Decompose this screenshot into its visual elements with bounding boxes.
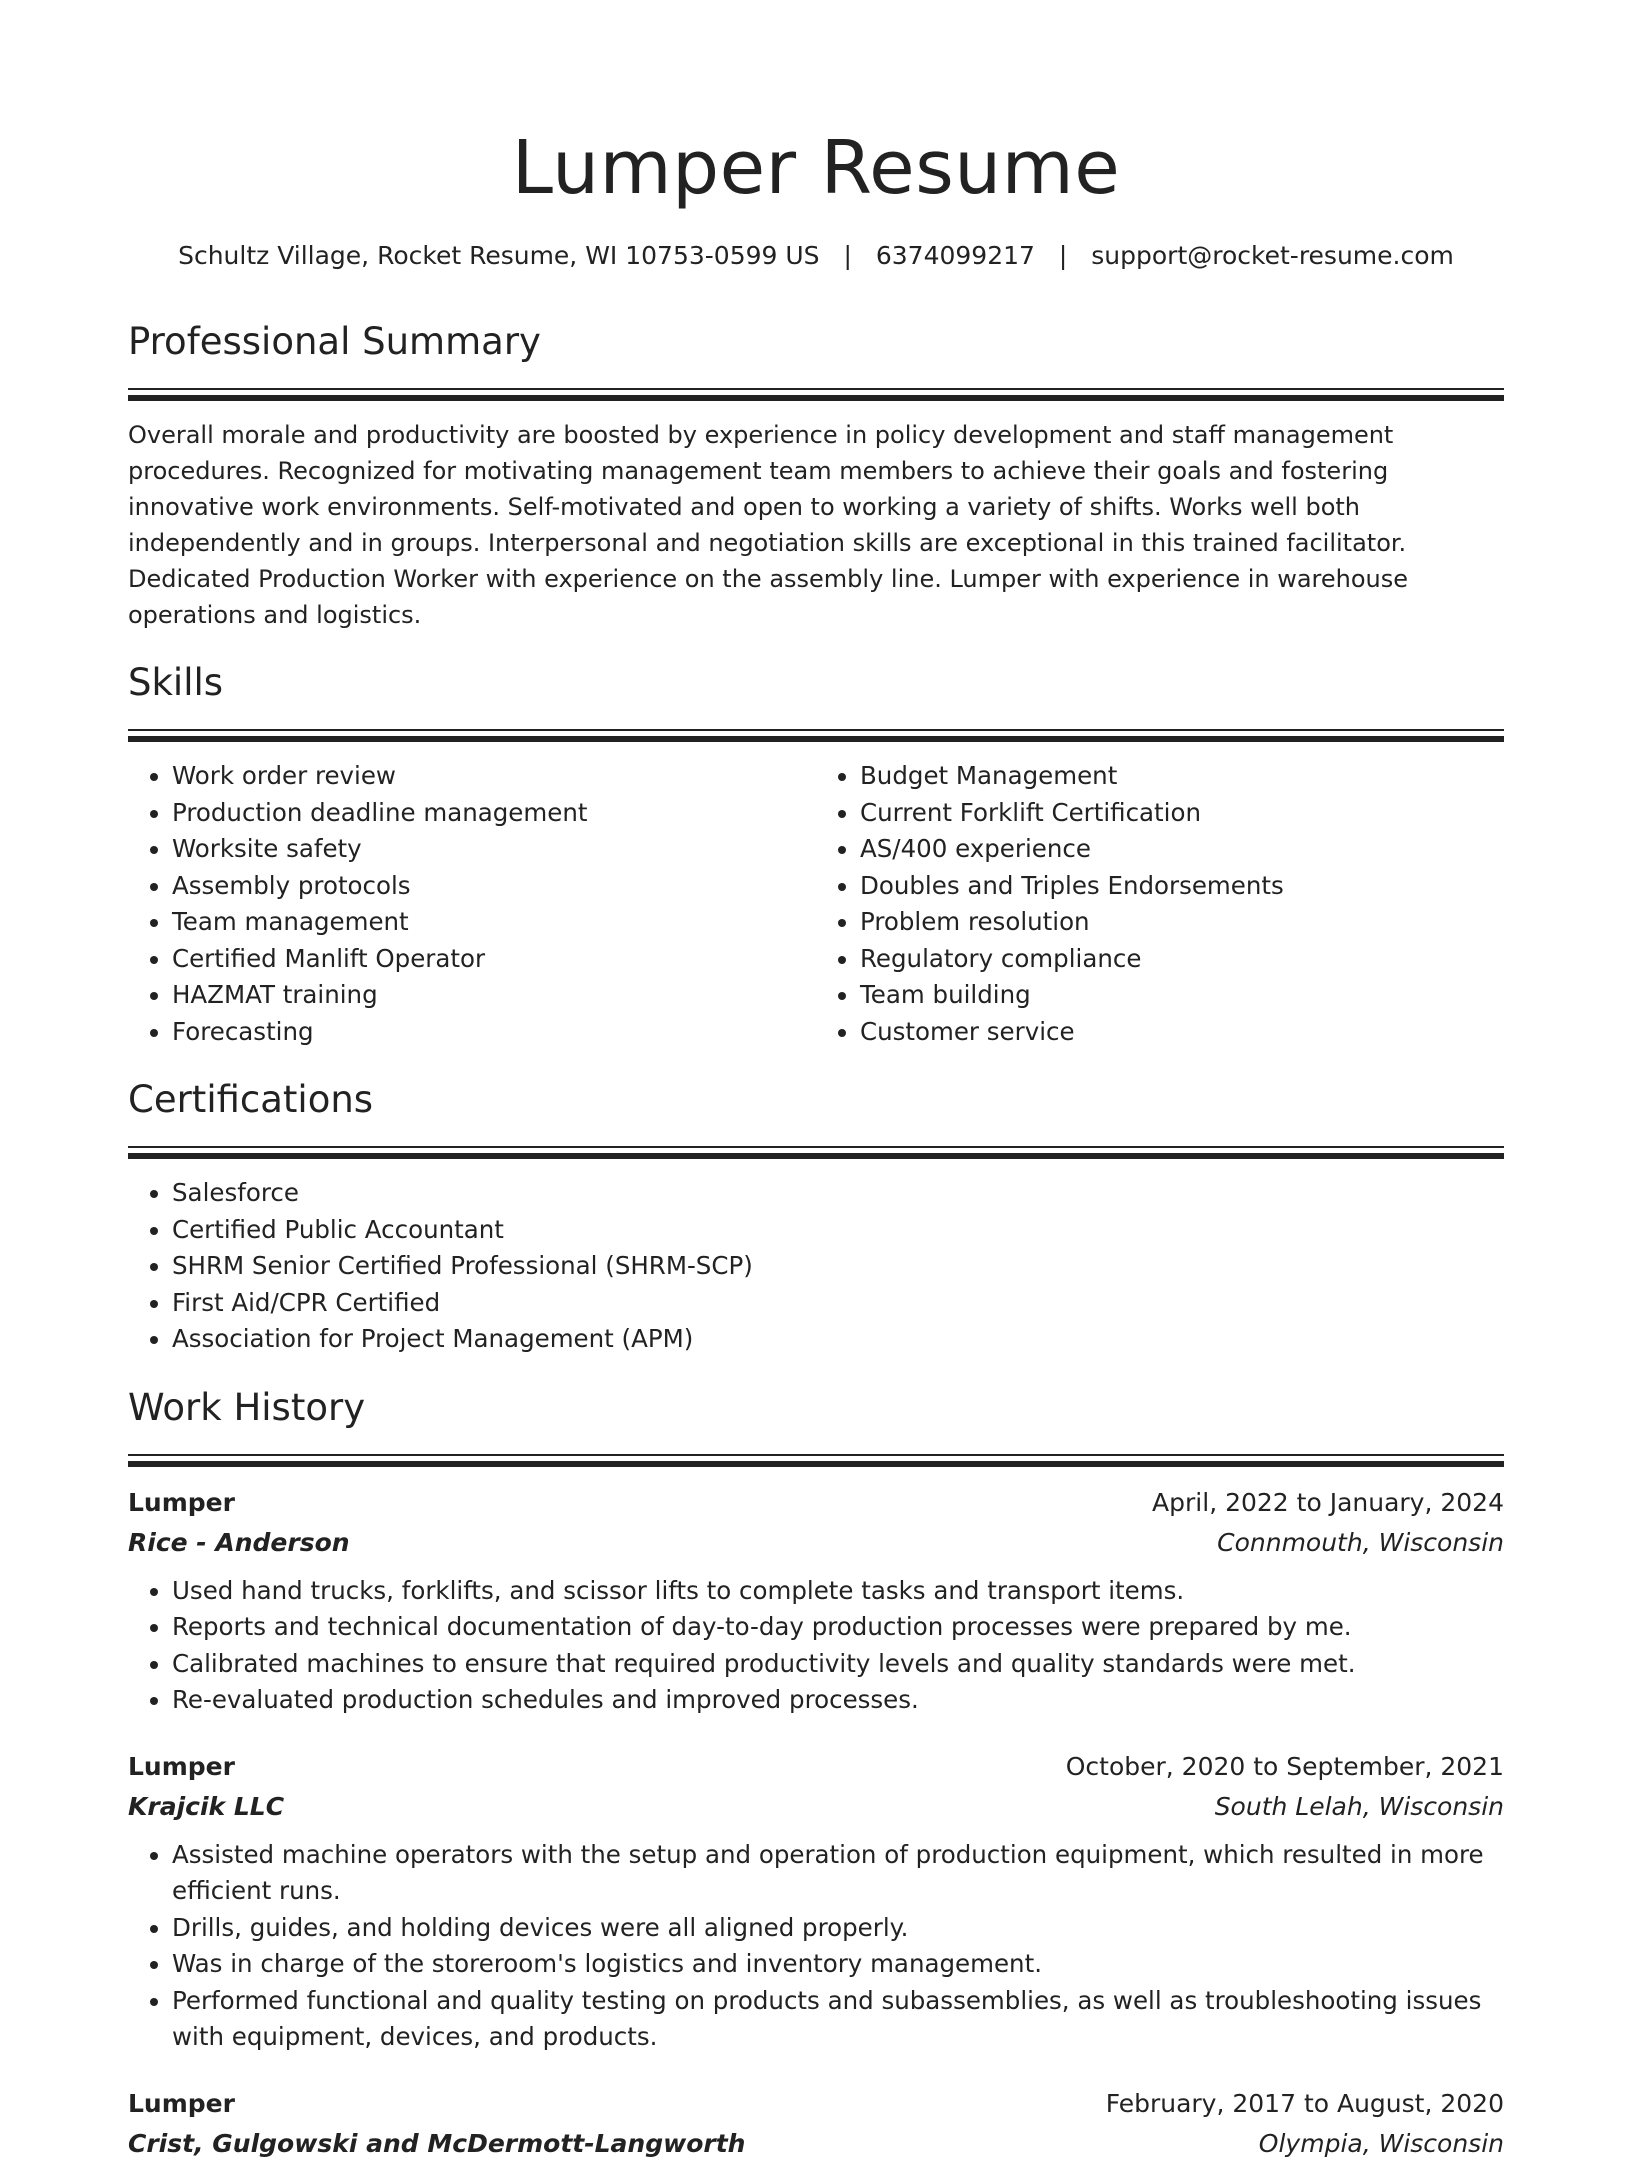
section-title-summary: Professional Summary (128, 320, 541, 363)
job-company-row (128, 1523, 1504, 1563)
job-bullet: • Calibrated machines to ensure that required productivity levels and quality standards were met. (172, 1646, 1504, 1683)
section-divider (128, 1454, 1504, 1467)
job-entry (128, 2084, 1504, 2164)
section-divider (128, 729, 1504, 742)
job-company-row (128, 1787, 1504, 1827)
section-title-work-history: Work History (128, 1385, 366, 1429)
certification-item: • First Aid/CPR Certified (172, 1285, 1504, 1322)
job-bullet: • Used hand trucks, forklifts, and scissor lifts to complete tasks and transport items. (172, 1573, 1504, 1610)
section-divider (128, 388, 1504, 401)
contact-line (128, 236, 1504, 276)
skill-item: • Team building (860, 977, 1504, 1014)
certification-item: • Certified Public Accountant (172, 1212, 1504, 1249)
skill-item: • Assembly protocols (172, 868, 816, 905)
certifications-list (128, 1175, 1504, 1358)
skill-item: • Work order review (172, 758, 816, 795)
contact-phone: 6374099217 (875, 241, 1035, 270)
contact-address: Schultz Village, Rocket Resume, WI 10753-0599 US (178, 241, 820, 270)
job-company: Rice - Anderson (128, 1527, 350, 1557)
contact-separator: | (1058, 241, 1068, 270)
job-header-row (128, 1483, 1504, 1523)
job-bullet: • Re-evaluated production schedules and improved processes. (172, 1682, 1504, 1719)
summary-section (128, 316, 1504, 633)
section-title-certifications: Certifications (128, 1078, 374, 1121)
skill-item: • Regulatory compliance (860, 941, 1504, 978)
certification-item: • Salesforce (172, 1175, 1504, 1212)
job-bullet: • Assisted machine operators with the setup and operation of production equipment, which resulted in more efficient runs. (172, 1837, 1504, 1910)
job-company: Krajcik LLC (128, 1791, 285, 1821)
skill-item: • Forecasting (172, 1014, 816, 1051)
skill-item: • Production deadline management (172, 795, 816, 832)
work-history-section (128, 1382, 1504, 2164)
job-location: Connmouth, Wisconsin (1217, 1527, 1504, 1557)
job-location: Olympia, Wisconsin (1258, 2128, 1504, 2158)
skills-list-left (128, 758, 816, 1050)
skill-item: • Budget Management (860, 758, 1504, 795)
job-header-row (128, 2084, 1504, 2124)
job-bullet: • Was in charge of the storeroom's logistics and inventory management. (172, 1946, 1504, 1983)
job-title: Lumper (128, 1751, 235, 1781)
skill-item: • Problem resolution (860, 904, 1504, 941)
job-title: Lumper (128, 2088, 235, 2118)
job-entry (128, 1747, 1504, 2056)
skill-item: • Worksite safety (172, 831, 816, 868)
job-bullet: • Drills, guides, and holding devices were all aligned properly. (172, 1910, 1504, 1947)
skills-section (128, 657, 1504, 1050)
job-bullet: • Reports and technical documentation of day-to-day production processes were prepared by me. (172, 1609, 1504, 1646)
job-header-row (128, 1747, 1504, 1787)
resume-title: Lumper Resume (511, 125, 1121, 211)
section-title-skills: Skills (128, 661, 224, 704)
skill-item: • Current Forklift Certification (860, 795, 1504, 832)
job-dates: April, 2022 to January, 2024 (1152, 1487, 1504, 1517)
job-company: Crist, Gulgowski and McDermott-Langworth (128, 2128, 746, 2158)
contact-separator: | (843, 241, 852, 270)
skill-item: • Certified Manlift Operator (172, 941, 816, 978)
skills-list-right (816, 758, 1504, 1050)
job-entry (128, 1483, 1504, 1719)
job-location: South Lelah, Wisconsin (1214, 1791, 1504, 1821)
certification-item: • Association for Project Management (APM) (172, 1321, 1504, 1358)
job-bullets (128, 1573, 1504, 1719)
contact-email: support@rocket-resume.com (1091, 241, 1454, 270)
skill-item: • Doubles and Triples Endorsements (860, 868, 1504, 905)
skills-columns (128, 758, 1504, 1050)
certification-item: • SHRM Senior Certified Professional (SHRM-SCP) (172, 1248, 1504, 1285)
skill-item: • HAZMAT training (172, 977, 816, 1014)
skill-item: • Team management (172, 904, 816, 941)
job-title: Lumper (128, 1487, 235, 1517)
job-dates: February, 2017 to August, 2020 (1105, 2088, 1504, 2118)
job-bullets (128, 1837, 1504, 2056)
section-divider (128, 1146, 1504, 1159)
job-bullet: • Performed functional and quality testing on products and subassemblies, as well as troubleshooting issues with equipment, devices, and products. (172, 1983, 1504, 2056)
skill-item: • AS/400 experience (860, 831, 1504, 868)
job-dates: October, 2020 to September, 2021 (1065, 1751, 1504, 1781)
job-company-row (128, 2124, 1504, 2164)
summary-text: Overall morale and productivity are boosted by experience in policy development and staff management procedures. Recognized for motivating management team members to achieve their goals and fostering innovative work environments. Self-motivated and open to working a variety of shifts. Works well both independently and in groups. Interpersonal and negotiation skills are exceptional in this trained facilitator. Dedicated Production Worker with experience on the assembly line. Lumper with experience in warehouse operations and logistics. (128, 421, 1409, 629)
certifications-section (128, 1074, 1504, 1358)
skill-item: • Customer service (860, 1014, 1504, 1051)
